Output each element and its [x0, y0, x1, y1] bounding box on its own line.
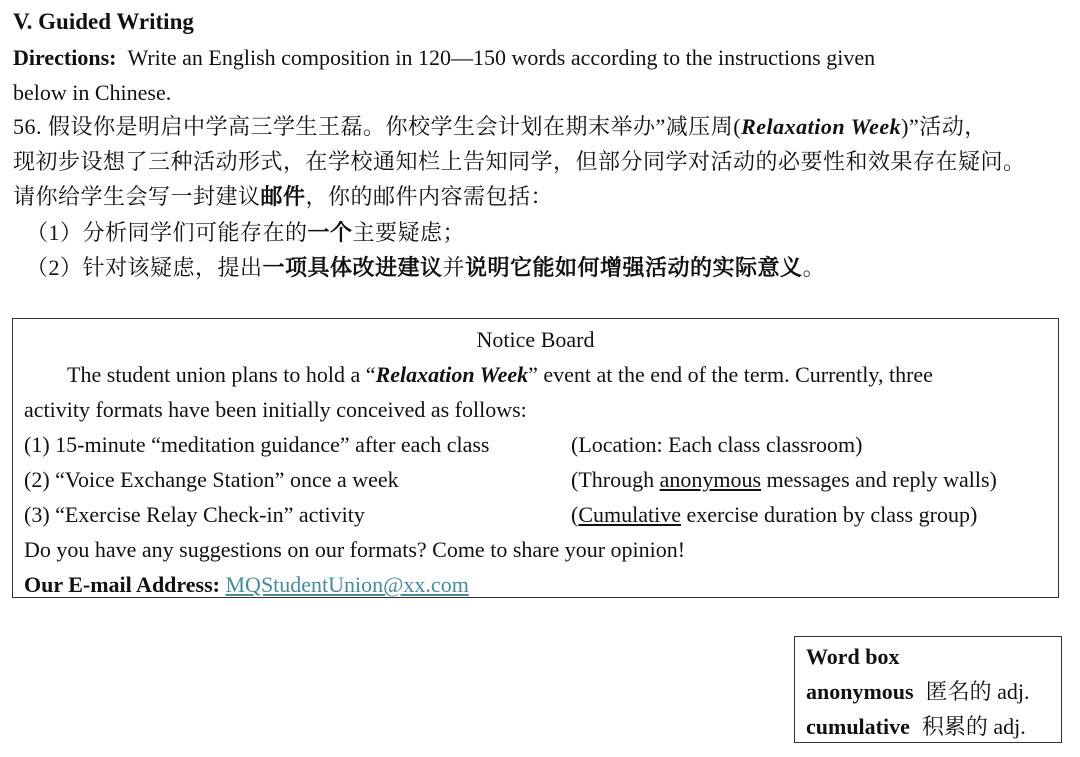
- question-56-line-1: 56. 假设你是明启中学高三学生王磊。你校学生会计划在期末举办”减压周(Relaxation Week)”活动，: [13, 114, 987, 139]
- notice-board-title: Notice Board: [476, 327, 595, 352]
- directions-label: Directions:: [13, 45, 117, 70]
- notice-intro-line-1: The student union plans to hold a “Relaxation Week” event at the end of the term. Currently, three: [67, 362, 933, 387]
- requirement-2: （2）针对该疑虑，提出一项具体改进建议并说明它能如何增强活动的实际意义。: [26, 255, 826, 280]
- directions-line-1: [13, 43, 875, 73]
- word-box: [794, 636, 1062, 743]
- email-line: [24, 570, 469, 600]
- requirement-1: （1）分析同学们可能存在的一个主要疑虑；: [26, 220, 466, 245]
- word-box-title: Word box: [806, 644, 900, 669]
- word-box-entry: cumulative 积累的 adj.: [806, 714, 1026, 739]
- notice-question: Do you have any suggestions on our formats? Come to share your opinion!: [24, 537, 686, 562]
- activity-format-3: (3) “Exercise Relay Check-in” activity (Cumulative exercise duration by class group): [24, 502, 978, 527]
- notice-intro-line-2: activity formats have been initially conceived as follows:: [24, 397, 527, 422]
- notice-board: [12, 318, 1059, 598]
- cumulative-term: Cumulative: [578, 502, 681, 527]
- email-link[interactable]: MQStudentUnion@xx.com: [225, 572, 469, 597]
- directions-line-2: below in Chinese.: [13, 80, 172, 105]
- email-label: Our E-mail Address:: [24, 572, 220, 597]
- word-box-entry: anonymous 匿名的 adj.: [806, 679, 1030, 704]
- activity-format-1: (1) 15-minute “meditation guidance” after each class (Location: Each class classroom): [24, 432, 863, 457]
- question-56-line-2: 现初步设想了三种活动形式，在学校通知栏上告知同学，但部分同学对活动的必要性和效果存在疑问。: [13, 149, 1026, 174]
- activity-format-2: (2) “Voice Exchange Station” once a week (Through anonymous messages and reply walls): [24, 467, 997, 492]
- anonymous-term: anonymous: [659, 467, 762, 492]
- directions-text: Write an English composition in 120—150 words according to the instructions given: [127, 45, 876, 70]
- section-title: V. Guided Writing: [13, 9, 194, 34]
- question-56-line-3: 请你给学生会写一封建议邮件，你的邮件内容需包括：: [13, 184, 554, 209]
- relaxation-week-term: Relaxation Week: [741, 114, 902, 139]
